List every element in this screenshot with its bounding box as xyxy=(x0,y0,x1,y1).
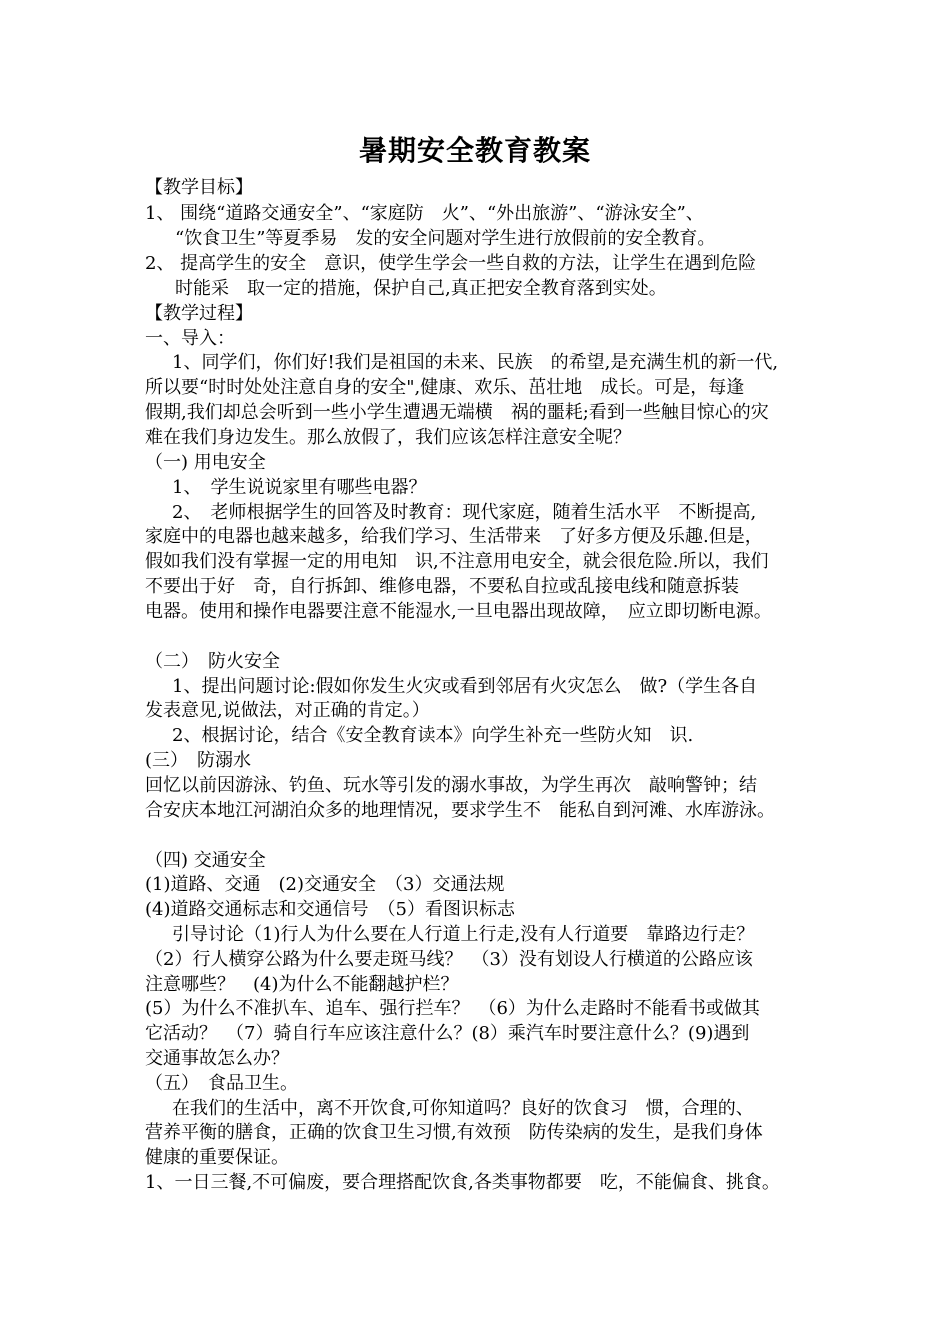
paragraph-line: 1、一日三餐,不可偏废，要合理搭配饮食,各类事物都要 吃，不能偏食、挑食。 xyxy=(145,1172,780,1193)
paragraph-line: 难在我们身边发生。那么放假了，我们应该怎样注意安全呢？ xyxy=(145,427,631,448)
paragraph-line: 1、 学生说说家里有哪些电器？ xyxy=(172,477,427,498)
goal-2-line: 时能采 取一定的措施，保护自己,真正把安全教育落到实处。 xyxy=(175,278,667,299)
paragraph-line: 假如我们没有掌握一定的用电知 识,不注意用电安全，就会很危险.所以，我们 xyxy=(145,551,769,572)
paragraph-line: 家庭中的电器也越来越多，给我们学习、生活带来 了好多方便及乐趣.但是， xyxy=(145,526,763,547)
paragraph-line: 引导讨论（1)行人为什么要在人行道上行走,没有人行道要 靠路边行走？ xyxy=(172,924,755,945)
paragraph-line: 1、提出问题讨论:假如你发生火灾或看到邻居有火灾怎么 做?（学生各自 xyxy=(172,676,758,697)
paragraph-line: 合安庆本地江河湖泊众多的地理情况，要求学生不 能私自到河滩、水库游泳。 xyxy=(145,800,775,821)
goal-1-line: “饮食卫生”等夏季易 发的安全问题对学生进行放假前的安全教育。 xyxy=(175,228,716,249)
paragraph-line: 健康的重要保证。 xyxy=(145,1147,289,1168)
section-drowning-heading: (三） 防溺水 xyxy=(145,750,252,771)
paragraph-line: (5）为什么不准扒车、追车、强行拦车？ （6）为什么走路时不能看书或做其 xyxy=(145,998,760,1019)
paragraph-line: 不要出于好 奇，自行拆卸、维修电器，不要私自拉或乱接电线和随意拆装 xyxy=(145,576,739,597)
paragraph-line: 发表意见,说做法，对正确的肯定。） xyxy=(145,700,430,721)
paragraph-line: 电器。使用和操作电器要注意不能湿水,一旦电器出现故障， 应立即切断电源。 xyxy=(145,601,772,622)
paragraph-line: 营养平衡的膳食，正确的饮食卫生习惯,有效预 防传染病的发生，是我们身体 xyxy=(145,1122,763,1143)
paragraph-line: （2）行人横穿公路为什么要走斑马线？ （3）没有划设人行横道的公路应该 xyxy=(145,949,753,970)
section-food-heading: （五） 食品卫生。 xyxy=(145,1073,298,1094)
goal-2-line: 2、 提高学生的安全 意识，使学生学会一些自救的方法，让学生在遇到危险 xyxy=(145,253,757,274)
paragraph-line: 它活动？ （7）骑自行车应该注意什么？(8）乘汽车时要注意什么？(9)遇到 xyxy=(145,1023,750,1044)
section-fire-heading: （二） 防火安全 xyxy=(145,651,280,672)
paragraph-line: 交通事故怎么办？ xyxy=(145,1048,289,1069)
paragraph-line: 1、同学们，你们好!我们是祖国的未来、民族 的希望,是充满生机的新一代, xyxy=(172,352,779,373)
paragraph-line: 2、 老师根据学生的回答及时教育：现代家庭，随着生活水平 不断提高, xyxy=(172,502,757,523)
paragraph-line: (4)道路交通标志和交通信号 （5）看图识标志 xyxy=(145,899,515,920)
heading-teaching-process: 【教学过程】 xyxy=(145,303,253,324)
paragraph-line: 在我们的生活中，离不开饮食,可你知道吗？良好的饮食习 惯，合理的、 xyxy=(172,1098,754,1119)
paragraph-line: 假期,我们却总会听到一些小学生遭遇无端横 祸的噩耗;看到一些触目惊心的灾 xyxy=(145,402,769,423)
paragraph-line: (1)道路、交通 (2)交通安全 （3）交通法规 xyxy=(145,874,505,895)
document-title: 暑期安全教育教案 xyxy=(358,134,591,167)
goal-1-line: 1、 围绕“道路交通安全”、“家庭防 火”、“外出旅游”、“游泳安全”、 xyxy=(145,203,704,224)
paragraph-line: 回忆以前因游泳、钓鱼、玩水等引发的溺水事故，为学生再次 敲响警钟；结 xyxy=(145,775,757,796)
paragraph-line: 2、根据讨论，结合《安全教育读本》向学生补充一些防火知 识. xyxy=(172,725,694,746)
paragraph-line: 注意哪些？ (4)为什么不能翻越护栏？ xyxy=(145,974,459,995)
section-traffic-heading: （四) 交通安全 xyxy=(145,850,266,871)
section-electricity-heading: （一) 用电安全 xyxy=(145,452,266,473)
heading-teaching-goals: 【教学目标】 xyxy=(145,177,253,198)
paragraph-line: 所以要“时时处处注意自身的安全",健康、欢乐、茁壮地 成长。可是，每逢 xyxy=(145,377,745,398)
section-intro-heading: 一、导入： xyxy=(145,328,235,349)
